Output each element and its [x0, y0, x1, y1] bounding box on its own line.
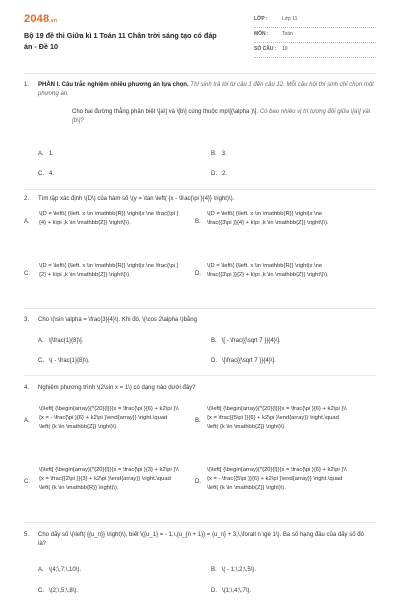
option-b[interactable]: B. \(D = \left\{ {\left. x \in \mathbb{R}} \right|x \ne \frac{{3\pi }}{4} + k\pi ,k \in \mathbb{Z}} \right\}\).	[195, 211, 329, 226]
option-b[interactable]: B. \[ - \frac{{\sqrt 7 }}{4}\].	[211, 338, 281, 344]
question-text: Cho \(\sin \alpha = \frac{3}{4}\). Khi đó, \(\cos 2\alpha \)bằng	[38, 317, 197, 323]
exam-meta	[254, 13, 376, 58]
option-a[interactable]: A. \[\frac{1}{8}\].	[38, 338, 84, 344]
question-divider	[24, 308, 376, 309]
option-d[interactable]: D. \(D = \left\{ {\left. x \in \mathbb{R}} \right|x \ne \frac{{3\pi }}{2} + k\pi ,k \in \mathbb{Z}} \right\}\).	[195, 263, 329, 278]
meta-question-count: SỐ CÂU : 19	[254, 43, 376, 58]
option-c[interactable]: C. 4.	[38, 171, 55, 177]
option-d[interactable]: D. \[\frac{{\sqrt 7 }}{4}\].	[211, 358, 276, 364]
document-title: Bộ 19 đề thi Giữa kì 1 Toán 11 Chân trời sáng tạo có đáp án - Đề 10	[24, 31, 217, 51]
section-title: PHẦN I. Câu trắc nghiệm nhiều phương án lựa chọn. Thí sinh trả lời từ câu 1 đến câu 12. Mỗi câu hỏi thí sinh chỉ chọn một phương án.	[38, 82, 374, 97]
option-c[interactable]: C. \(2;\,5;\,8\).	[38, 588, 79, 594]
question-number: 1.	[24, 82, 30, 88]
question-divider	[24, 375, 376, 376]
options-row	[24, 210, 363, 228]
meta-subject: MÔN : Toán	[254, 28, 376, 43]
question-divider	[24, 522, 376, 523]
question-4: 4. Nghiệm phương trình \(2\sin x = 1\) có dạng nào dưới đây?	[24, 385, 196, 391]
question-2: 2. Tìm tập xác định \(D\) của hàm số \(y = \tan \left( {x - \frac{\pi }{4}} \right)\).	[24, 196, 235, 202]
question-divider	[24, 189, 376, 190]
question-text: Nghiệm phương trình \(2\sin x = 1\) có dạng nào dưới đây?	[38, 385, 196, 391]
option-d[interactable]: D. \(\left[ {\begin{array}{*{20}{l}}{x = \frac{\pi }{6} + k2\pi }\\{x = - \frac{{5\pi }}{6} + k2\pi }\end{array}} \right.\quad \left( {k \in \mathbb{Z}} \right)\).	[195, 467, 347, 491]
question-text: Tìm tập xác định \(D\) của hàm số \(y = \tan \left( {x - \frac{\pi }{4}} \right)\).	[38, 196, 235, 202]
option-a[interactable]: A. \(4;\,7;\,10\).	[38, 567, 82, 573]
option-d[interactable]: D. 2.	[211, 171, 228, 177]
option-c[interactable]: C. \(D = \left\{ {\left. x \in \mathbb{R}} \right|x \ne \frac{\pi }{2} + k\pi ,k \in \mathbb{Z}} \right\}\).	[24, 263, 179, 278]
option-d[interactable]: D. \(1;\,4;\,7\).	[211, 588, 252, 594]
option-b[interactable]: B. 3.	[211, 151, 227, 157]
options-row	[24, 262, 363, 280]
option-a[interactable]: A. \(\left[ {\begin{array}{*{20}{l}}{x = \frac{\pi }{6} + k2\pi }\\{x = - \frac{\pi }{6} + k2\pi }\end{array}} \right.\quad \left( {k \in \mathbb{Z}} \right)\).	[24, 406, 179, 430]
option-c[interactable]: C. \(\left[ {\begin{array}{*{20}{l}}{x = \frac{\pi }{3} + k2\pi }\\{x = \frac{{2\pi }}{3} + k2\pi }\end{array}} \right.\quad \left( {k \in \mathbb{R}} \right)\).	[24, 467, 179, 491]
option-b[interactable]: B. \( - 1;\,2;\,5\).	[211, 567, 257, 573]
options-row	[24, 405, 363, 432]
site-logo[interactable]: 2048.vn	[24, 13, 58, 25]
option-c[interactable]: C. \( - \frac{1}{8}\).	[38, 358, 90, 364]
page-header	[24, 13, 376, 65]
meta-class: LỚP : Lớp 11	[254, 13, 376, 28]
options-row	[24, 466, 363, 493]
option-a[interactable]: A. \(D = \left\{ {\left. x \in \mathbb{R}} \right|x \ne \frac{\pi }{4} + k\pi ,k \in \mathbb{Z}} \right\}\).	[24, 211, 179, 226]
header-divider	[24, 73, 376, 74]
question-text: Cho dãy số \(\left( {{u_n}} \right)\), biết \({u_1} = - 1,\,{u_{n + 1}} = {u_n} + 3,\,\forall n \ge 1\). Ba số hạng đầu của dãy số đó là?	[38, 532, 364, 547]
question-3: 3. Cho \(\sin \alpha = \frac{3}{4}\). Khi đó, \(\cos 2\alpha \)bằng	[24, 317, 197, 323]
option-b[interactable]: B. \(\left[ {\begin{array}{*{20}{l}}{x = \frac{\pi }{6} + k2\pi }\\{x = \frac{{5\pi }}{6} + k2\pi }\end{array}} \right.\quad \left( {k \in \mathbb{Z}} \right)\).	[195, 406, 347, 430]
question-text: Cho hai đường thẳng phân biệt \[a\] và \[b\] cùng thuộc mp\[(\alpha )\]. Có bao nhiêu vị trí tương đối giữa \[a\] và\[b\]?	[72, 109, 371, 124]
question-1	[24, 81, 376, 126]
question-5: 5. Cho dãy số \(\left( {{u_n}} \right)\), biết \({u_1} = - 1,\,{u_{n + 1}} = {u_n} + 3,\,\forall n \ge 1\). Ba số hạng đầu của dãy số đó là?	[24, 531, 376, 549]
option-a[interactable]: A. 1.	[38, 151, 54, 157]
